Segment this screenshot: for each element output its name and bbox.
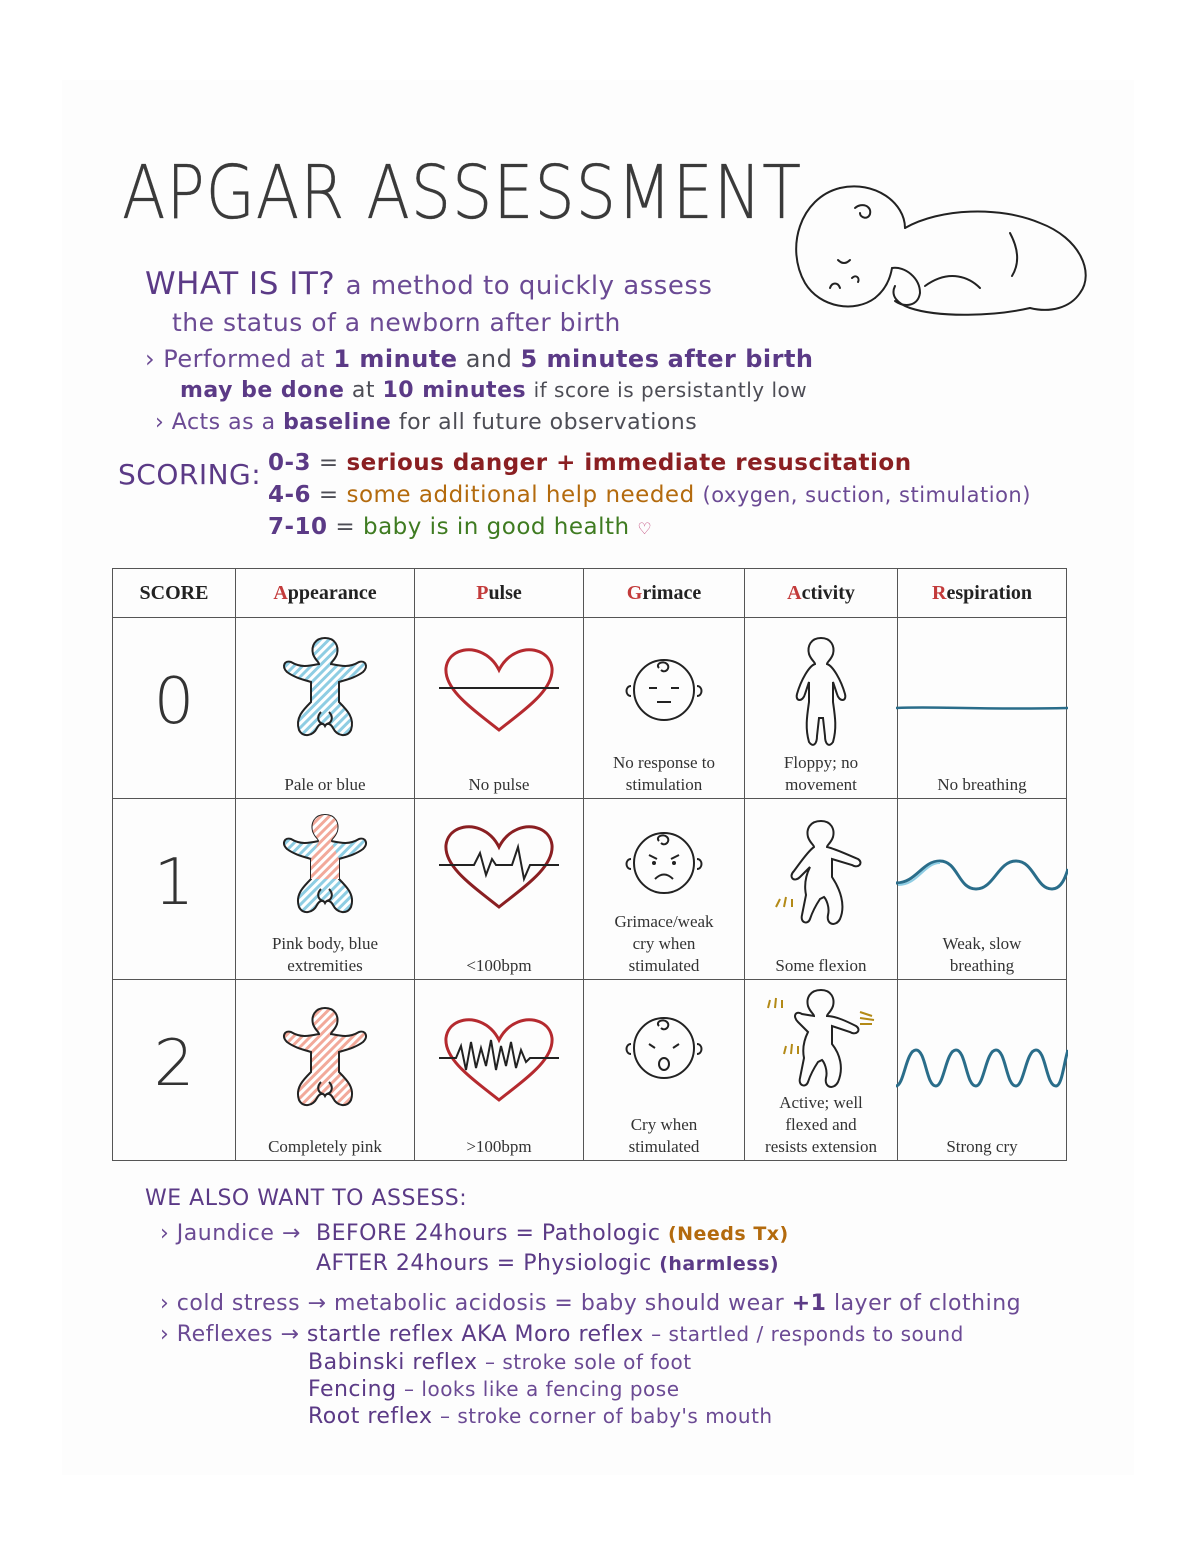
scoring-r2-text: some additional help needed: [346, 482, 695, 508]
reflex-2-name: Babinski reflex: [308, 1350, 478, 1375]
scoring-r3-text: baby is in good health: [362, 514, 630, 540]
jaundice-line: [160, 1221, 301, 1246]
baby-floppy-icon: [781, 632, 861, 752]
score-cell: [113, 618, 236, 799]
jaundice-label: › Jaundice →: [160, 1221, 301, 1246]
header-grimace: Grimace: [584, 569, 745, 618]
respiration-cell: [898, 799, 1067, 980]
grimace-cell: [584, 980, 745, 1161]
appearance-cell: [236, 618, 415, 799]
what-is-it-text-1: a method to quickly assess: [345, 271, 713, 301]
bullet-may-be-done-time: 10 minutes: [382, 378, 527, 403]
bullet-performed-time-2: 5 minutes: [520, 345, 660, 373]
what-is-it-text-2: the status of a newborn after birth: [172, 308, 621, 337]
table-row: [113, 618, 1067, 799]
heart-weak-pulse-icon: [434, 817, 564, 917]
bullet-performed: [145, 345, 814, 373]
bullet-may-be-done-start: may be done: [180, 378, 345, 403]
appearance-caption: Pale or blue: [284, 775, 366, 794]
activity-cell: [745, 799, 898, 980]
jaundice-after: AFTER 24hours = Physiologic: [316, 1251, 652, 1276]
header-appearance: Appearance: [236, 569, 415, 618]
reflex-2-line: [308, 1350, 692, 1375]
bullet-performed-and: and: [465, 345, 513, 373]
bullet-baseline-prefix: › Acts as a: [155, 410, 276, 435]
heart-icon: ♡: [637, 519, 653, 538]
reflex-3-line: [308, 1377, 680, 1402]
strong-wave-icon: [896, 1042, 1068, 1092]
reflex-4-name: Root reflex: [308, 1404, 433, 1429]
scoring-r1-text: serious danger + immediate resuscitation: [346, 450, 912, 476]
face-neutral-icon: [619, 650, 709, 730]
scoring-r3-range: 7-10: [268, 514, 328, 540]
pulse-caption: <100bpm: [466, 956, 532, 975]
appearance-cell: [236, 799, 415, 980]
baby-pink-icon: [275, 1002, 375, 1122]
bullet-performed-prefix: › Performed at: [145, 345, 326, 373]
score-value: 2: [153, 1027, 195, 1101]
reflex-4-line: [308, 1404, 773, 1429]
pulse-cell: [415, 980, 584, 1161]
score-cell: [113, 799, 236, 980]
respiration-cell: [898, 618, 1067, 799]
activity-cell: [745, 618, 898, 799]
what-is-it-line: [145, 266, 712, 302]
header-respiration: Respiration: [898, 569, 1067, 618]
grimace-cell: [584, 799, 745, 980]
header-activity: Activity: [745, 569, 898, 618]
scoring-r1-range: 0-3: [268, 450, 312, 476]
appearance-caption: Pink body, blue extremities: [271, 934, 379, 975]
pulse-cell: [415, 799, 584, 980]
scoring-row-help: [268, 482, 1031, 508]
reflex-4-desc: – stroke corner of baby's mouth: [439, 1404, 773, 1428]
grimace-caption: No response to stimulation: [613, 753, 715, 794]
flat-line-icon: [896, 700, 1068, 720]
pulse-caption: No pulse: [468, 775, 530, 794]
slow-wave-icon: [896, 853, 1068, 897]
bullet-performed-time-1: 1 minute: [333, 345, 458, 373]
scoring-row-good: [268, 514, 652, 540]
grimace-cell: [584, 618, 745, 799]
apgar-table: [112, 568, 1067, 1161]
baby-blue-icon: [275, 632, 375, 752]
baby-some-flexion-icon: [766, 815, 876, 935]
baby-active-icon: [756, 986, 886, 1096]
table-row: [113, 799, 1067, 980]
baby-pink-blue-icon: [275, 809, 375, 929]
grimace-caption: Cry when stimulated: [628, 1115, 700, 1156]
score-value: 1: [153, 846, 195, 920]
bullet-may-be-done: [180, 378, 807, 403]
cold-stress-end: layer of clothing: [833, 1291, 1022, 1316]
activity-caption: Floppy; no movement: [783, 753, 859, 794]
activity-caption: Some flexion: [775, 956, 867, 975]
heart-flat-icon: [434, 640, 564, 740]
scoring-r3-eq: =: [335, 514, 356, 540]
appearance-cell: [236, 980, 415, 1161]
respiration-caption: Strong cry: [946, 1137, 1018, 1156]
scoring-r2-eq: =: [318, 482, 339, 508]
jaundice-before-note: (Needs Tx): [667, 1223, 789, 1245]
reflexes-line: [160, 1322, 964, 1347]
cold-stress-text: metabolic acidosis = baby should wear: [333, 1291, 785, 1316]
reflexes-label: › Reflexes →: [160, 1322, 300, 1347]
sleeping-baby-illustration: [780, 168, 1100, 338]
also-heading: WE ALSO WANT TO ASSESS:: [145, 1186, 468, 1211]
jaundice-after-note: (harmless): [659, 1253, 780, 1275]
face-grimace-icon: [619, 823, 709, 903]
jaundice-before-line: [316, 1221, 789, 1246]
score-cell: [113, 980, 236, 1161]
face-crying-icon: [619, 1008, 709, 1088]
header-score: SCORE: [113, 569, 236, 618]
jaundice-before: BEFORE 24hours = Pathologic: [316, 1221, 661, 1246]
bullet-performed-end: after birth: [667, 345, 814, 373]
reflex-3-name: Fencing: [308, 1377, 397, 1402]
scoring-r2-range: 4-6: [268, 482, 312, 508]
reflex-3-desc: – looks like a fencing pose: [404, 1377, 680, 1401]
cold-stress-label: › cold stress →: [160, 1291, 327, 1316]
appearance-caption: Completely pink: [268, 1137, 382, 1156]
table-header-row: [113, 569, 1067, 618]
table-row: [113, 980, 1067, 1161]
bullet-may-be-done-end: if score is persistantly low: [533, 378, 808, 402]
scoring-r2-paren: (oxygen, suction, stimulation): [702, 483, 1031, 507]
reflex-1-name: startle reflex AKA Moro reflex: [306, 1322, 644, 1347]
header-pulse: Pulse: [415, 569, 584, 618]
scoring-r1-eq: =: [318, 450, 339, 476]
bullet-may-be-done-at: at: [351, 378, 375, 403]
score-value: 0: [153, 665, 195, 739]
cold-stress-bold: +1: [791, 1291, 827, 1316]
bullet-baseline-end: for all future observations: [398, 410, 698, 435]
respiration-caption: No breathing: [937, 775, 1027, 794]
grimace-caption: Grimace/weak cry when stimulated: [614, 912, 714, 975]
respiration-caption: Weak, slow breathing: [942, 934, 1022, 975]
activity-caption: Active; well flexed and resists extension: [765, 1093, 877, 1156]
bullet-baseline: [155, 410, 697, 435]
pulse-cell: [415, 618, 584, 799]
jaundice-after-line: [316, 1251, 779, 1276]
cold-stress-line: [160, 1291, 1021, 1316]
scoring-label: SCORING:: [118, 458, 262, 491]
what-is-it-label: WHAT IS IT?: [145, 266, 336, 302]
activity-cell: [745, 980, 898, 1161]
reflex-2-desc: – stroke sole of foot: [485, 1350, 692, 1374]
heart-strong-pulse-icon: [434, 1010, 564, 1110]
reflex-1-desc: – startled / responds to sound: [651, 1322, 964, 1346]
scoring-row-danger: [268, 450, 912, 476]
page-title: APGAR ASSESSMENT: [122, 150, 802, 236]
respiration-cell: [898, 980, 1067, 1161]
bullet-baseline-key: baseline: [283, 410, 392, 435]
pulse-caption: >100bpm: [466, 1137, 532, 1156]
